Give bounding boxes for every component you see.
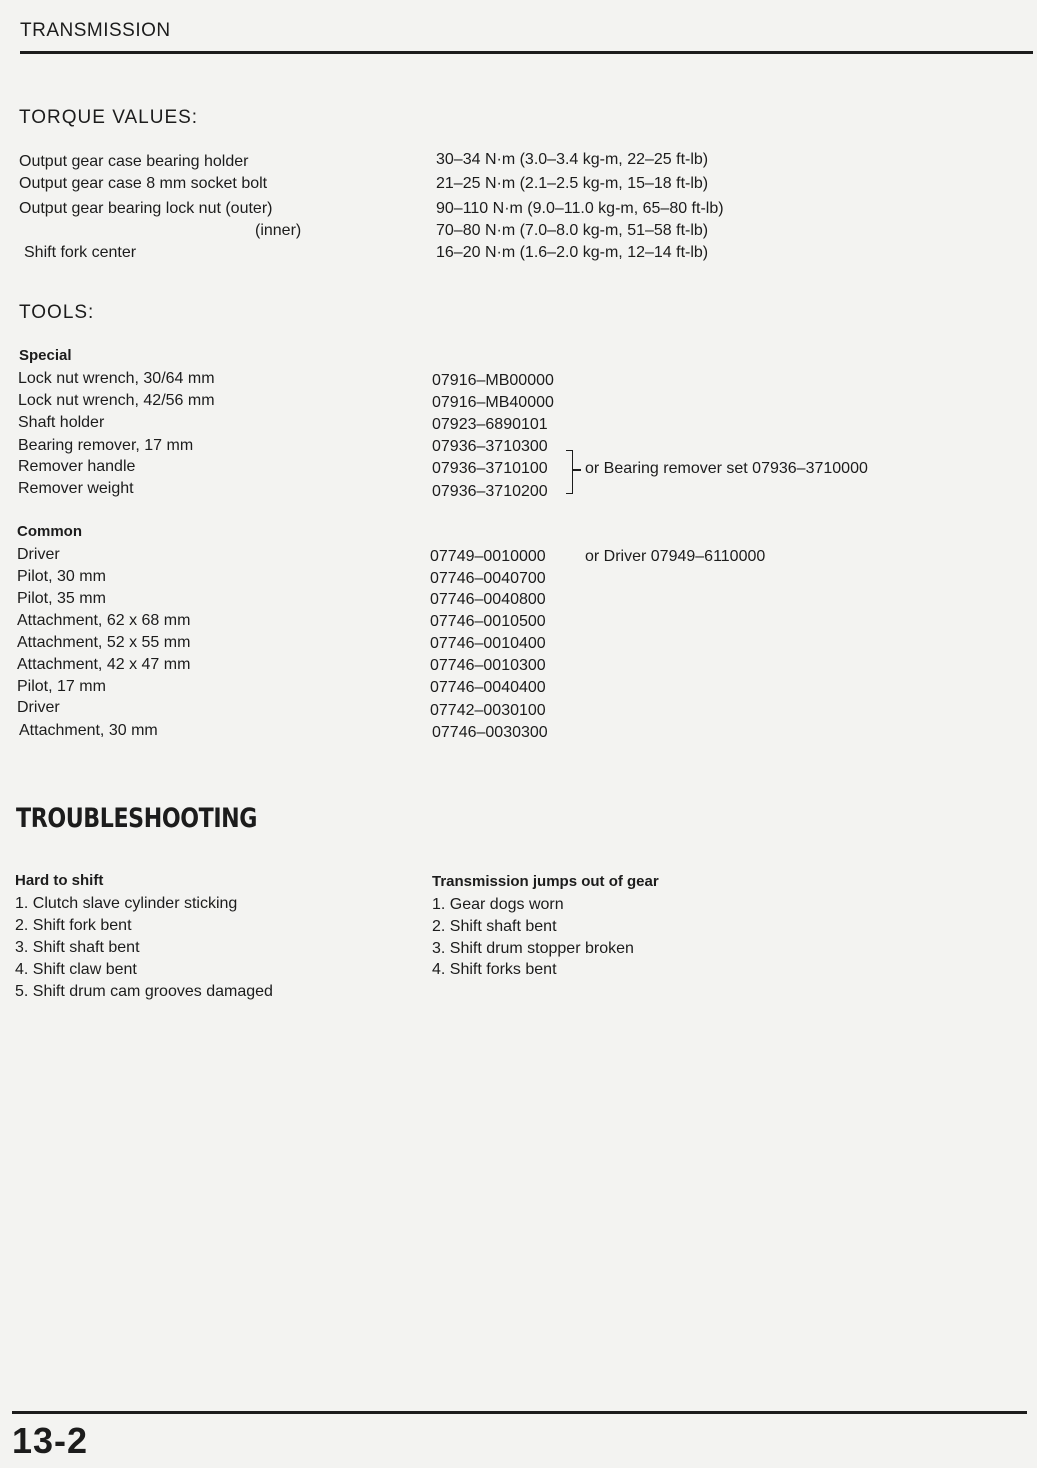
tool-name: Lock nut wrench, 30/64 mm (18, 370, 215, 387)
tool-name: Bearing remover, 17 mm (18, 437, 194, 454)
tools-title: TOOLS: (19, 302, 95, 323)
tool-part-number: 07936–3710200 (432, 483, 548, 500)
troubleshooting-title: TROUBLESHOOTING (16, 803, 258, 834)
tool-name: Attachment, 52 x 55 mm (17, 634, 191, 651)
jumps-out-of-gear-heading: Transmission jumps out of gear (432, 873, 659, 890)
list-item: 1. Clutch slave cylinder sticking (15, 895, 238, 912)
list-item: 2. Shift fork bent (15, 917, 132, 934)
list-item: 4. Shift forks bent (432, 961, 557, 978)
torque-label: (inner) (255, 222, 302, 239)
hard-to-shift-heading: Hard to shift (15, 872, 104, 889)
tool-part-number: 07746–0040800 (430, 591, 546, 608)
tool-name: Attachment, 62 x 68 mm (17, 612, 191, 629)
header-divider (20, 51, 1033, 54)
tool-name: Attachment, 30 mm (19, 722, 158, 739)
tool-part-number: 07746–0030300 (432, 724, 548, 741)
list-item: 3. Shift shaft bent (15, 939, 140, 956)
torque-label: Output gear case bearing holder (19, 153, 249, 170)
list-item: 4. Shift claw bent (15, 961, 137, 978)
torque-label: Shift fork center (24, 244, 137, 261)
page-number: 13-2 (12, 1420, 89, 1461)
tool-name: Remover handle (18, 458, 136, 475)
list-item: 1. Gear dogs worn (432, 896, 564, 913)
torque-value: 21–25 N·m (2.1–2.5 kg-m, 15–18 ft-lb) (436, 175, 709, 192)
tool-part-number: 07936–3710100 (432, 460, 548, 477)
tool-part-number: 07746–0010300 (430, 657, 546, 674)
tool-name: Driver (17, 699, 60, 716)
tool-part-number: 07746–0010400 (430, 635, 546, 652)
torque-value: 30–34 N·m (3.0–3.4 kg-m, 22–25 ft-lb) (436, 151, 709, 168)
torque-label: Output gear case 8 mm socket bolt (19, 175, 268, 192)
bearing-set-bracket-tick (572, 469, 581, 471)
tool-name: Pilot, 17 mm (17, 678, 106, 695)
tool-part-number: 07749–0010000 (430, 548, 546, 565)
list-item: 2. Shift shaft bent (432, 918, 557, 935)
footer-divider (12, 1411, 1027, 1414)
tool-name: Attachment, 42 x 47 mm (17, 656, 191, 673)
bearing-remover-set-note: or Bearing remover set 07936–3710000 (585, 460, 868, 477)
list-item: 5. Shift drum cam grooves damaged (15, 983, 273, 1000)
torque-value: 16–20 N·m (1.6–2.0 kg-m, 12–14 ft-lb) (436, 244, 709, 261)
torque-values-title: TORQUE VALUES: (19, 107, 199, 128)
tool-name: Lock nut wrench, 42/56 mm (18, 392, 215, 409)
tool-part-number: 07742–0030100 (430, 702, 546, 719)
torque-label: Output gear bearing lock nut (outer) (19, 200, 273, 217)
tool-part-number: 07746–0010500 (430, 613, 546, 630)
torque-value: 90–110 N·m (9.0–11.0 kg-m, 65–80 ft-lb) (436, 200, 724, 217)
tool-part-number: 07916–MB40000 (432, 394, 554, 411)
driver-alternative-note: or Driver 07949–6110000 (585, 548, 766, 565)
tool-name: Driver (17, 546, 60, 563)
tool-name: Shaft holder (18, 414, 105, 431)
tool-part-number: 07746–0040700 (430, 570, 546, 587)
torque-value: 70–80 N·m (7.0–8.0 kg-m, 51–58 ft-lb) (436, 222, 709, 239)
tool-part-number: 07936–3710300 (432, 438, 548, 455)
tool-name: Remover weight (18, 480, 134, 497)
bearing-set-bracket (566, 450, 573, 494)
section-header-title: TRANSMISSION (20, 20, 171, 41)
tool-name: Pilot, 30 mm (17, 568, 106, 585)
common-tools-heading: Common (17, 523, 82, 540)
list-item: 3. Shift drum stopper broken (432, 940, 634, 957)
tool-name: Pilot, 35 mm (17, 590, 106, 607)
tool-part-number: 07746–0040400 (430, 679, 546, 696)
tool-part-number: 07916–MB00000 (432, 372, 554, 389)
tool-part-number: 07923–6890101 (432, 416, 548, 433)
special-tools-heading: Special (19, 347, 72, 364)
